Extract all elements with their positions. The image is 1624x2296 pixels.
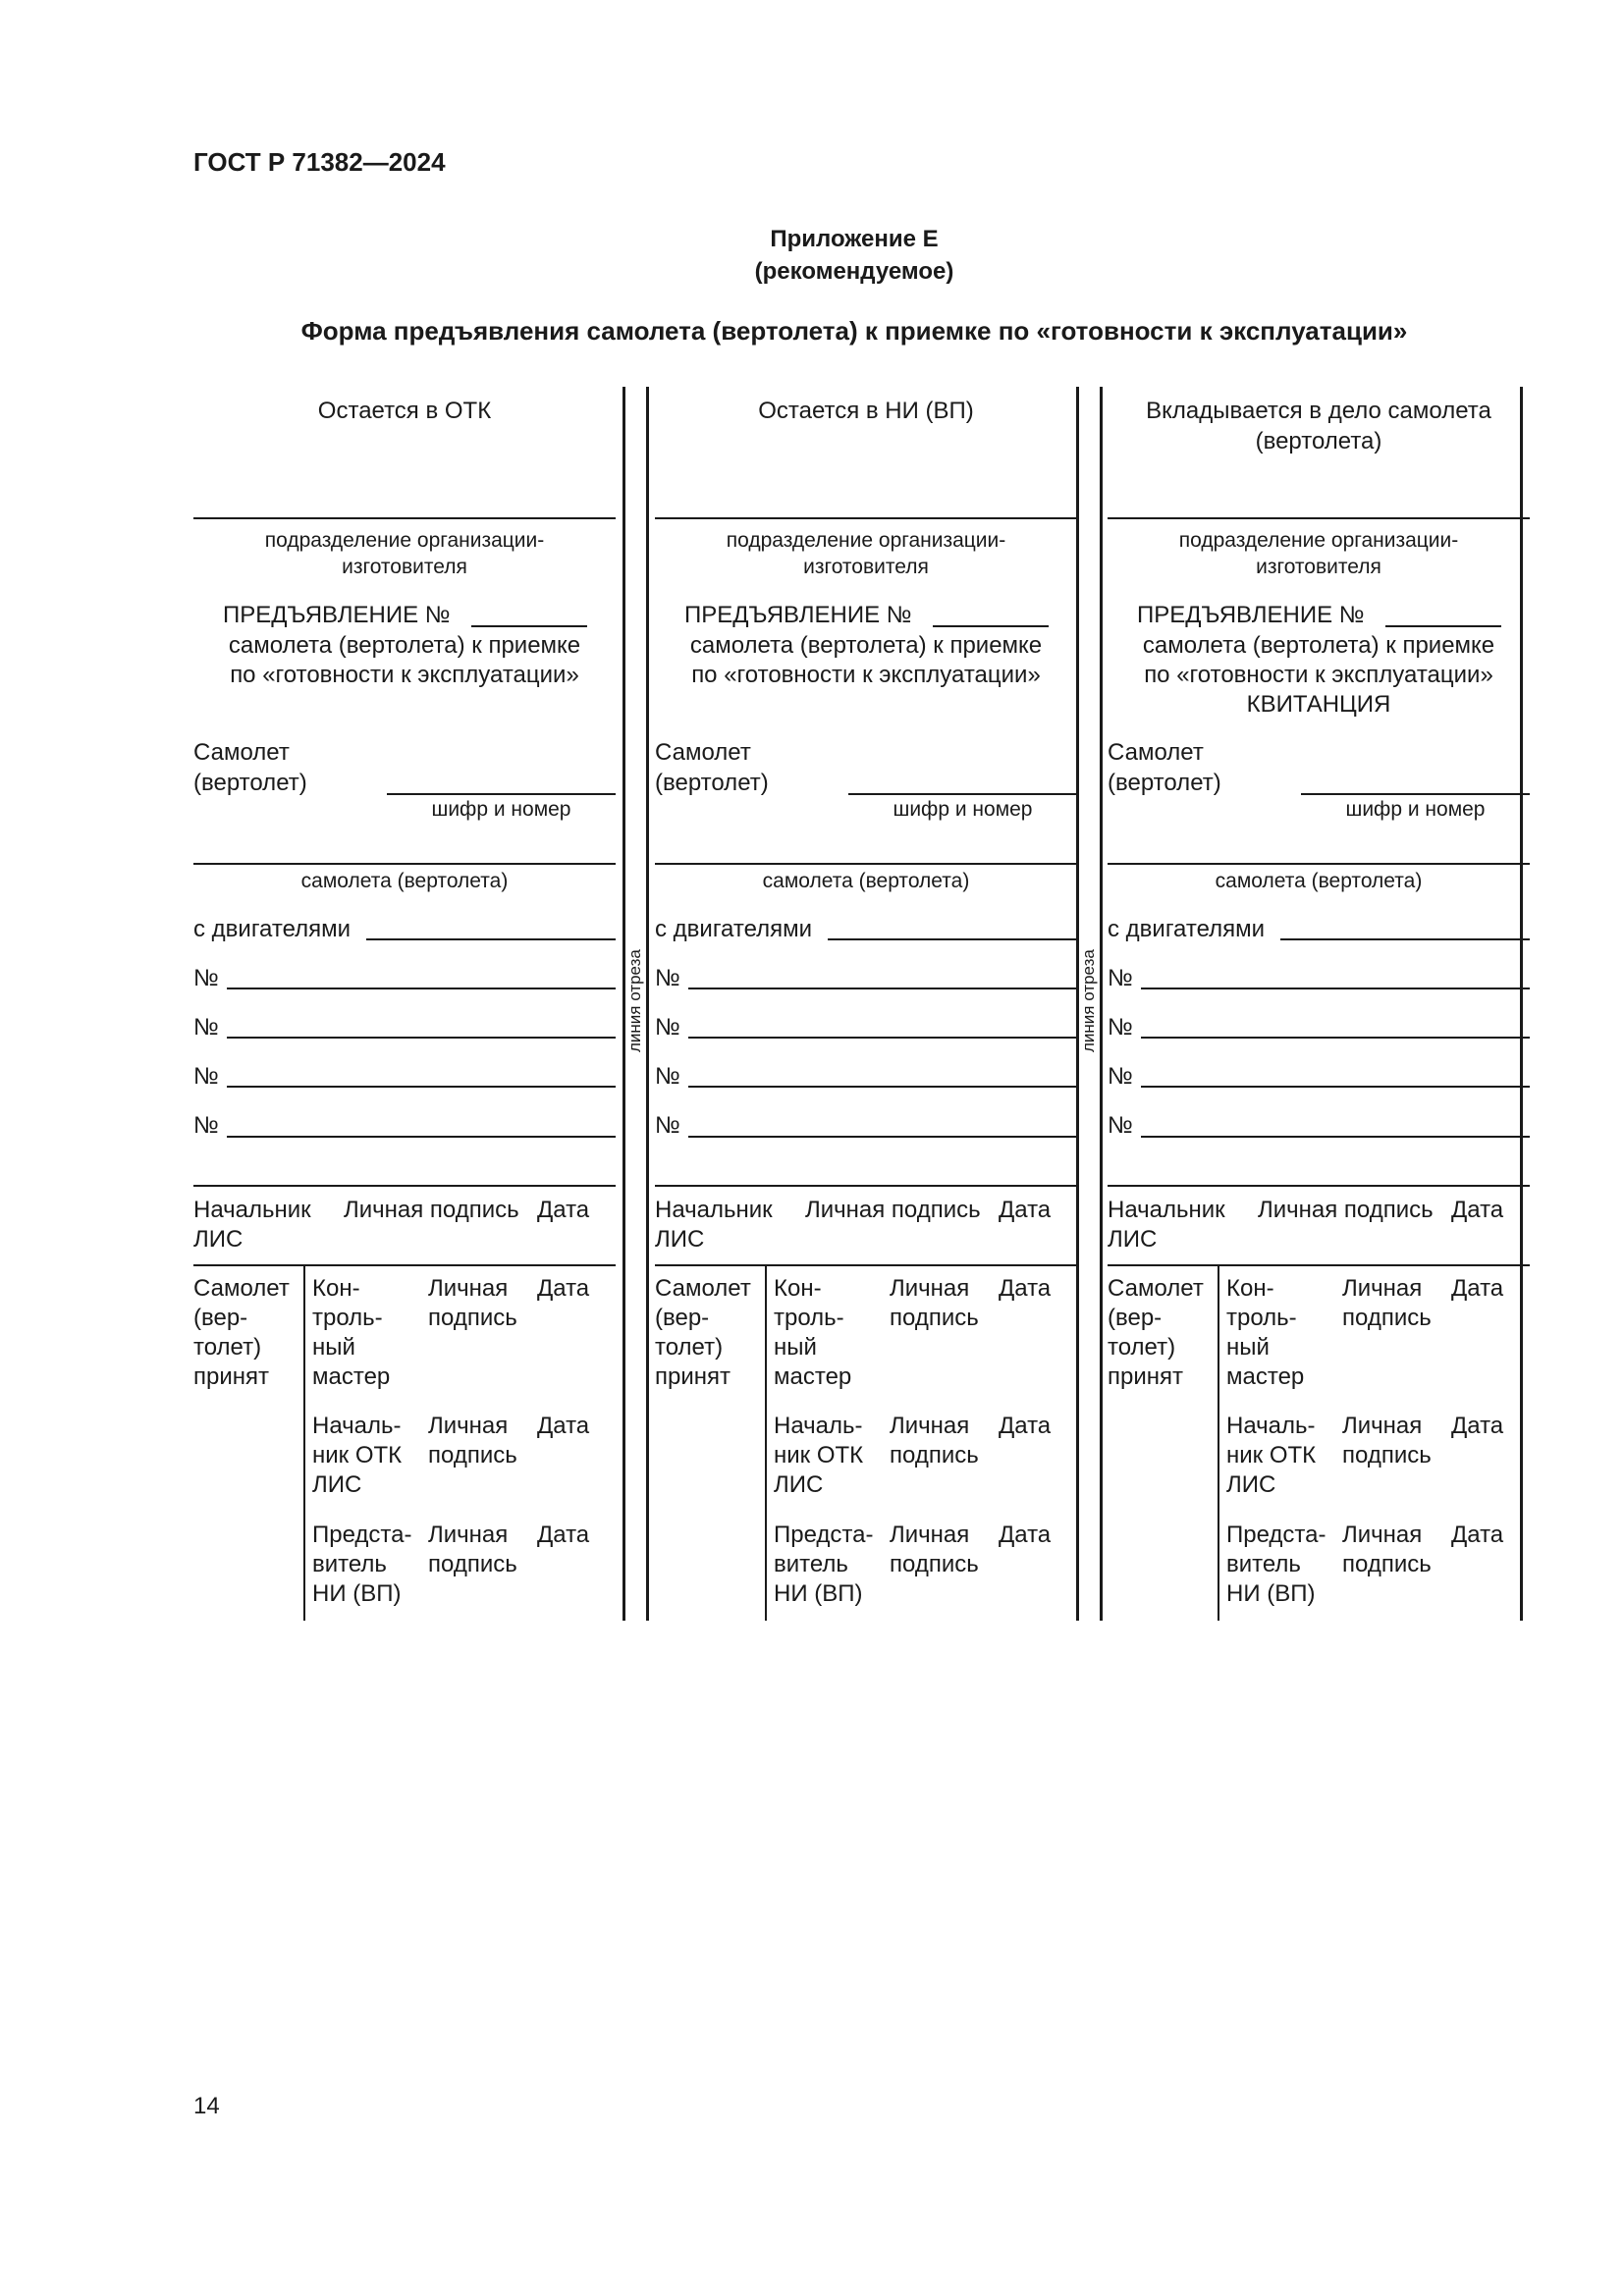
accepted-label: Самолет <box>1108 1275 1204 1302</box>
org-dept-caption: подразделение организации- <box>1178 529 1459 552</box>
aircraft-caption: самолета (вертолета) <box>762 870 970 892</box>
representative-label-2: витель <box>312 1551 387 1577</box>
master-label: Кон- <box>774 1275 822 1302</box>
engine-number-field[interactable] <box>1141 988 1530 989</box>
personal-signature-label: Личная подпись <box>805 1197 981 1223</box>
accepted-label-4: принят <box>655 1363 731 1390</box>
appendix-title: Приложение Е <box>770 226 939 252</box>
presentation-line-3: по «готовности к эксплуатации» <box>1144 662 1493 688</box>
aircraft-label: Самолет <box>1108 739 1204 766</box>
representative-label-3: НИ (ВП) <box>1226 1580 1316 1607</box>
engine-number-field[interactable] <box>227 988 616 989</box>
engine-number-label: № <box>655 965 680 991</box>
date-label: Дата <box>1451 1275 1504 1302</box>
signature-label: Личная <box>890 1522 970 1548</box>
date-label: Дата <box>999 1413 1052 1439</box>
acceptance-divider <box>765 1264 767 1621</box>
date-label: Дата <box>1451 1413 1504 1439</box>
heading-rule <box>193 517 616 519</box>
aircraft-name-field[interactable] <box>655 863 1077 865</box>
section-rule <box>655 1185 1077 1187</box>
cut-line-label-1: линия отреза <box>625 949 644 1052</box>
master-label-3: ный <box>774 1334 817 1361</box>
otk-chief-label-2: ник ОТК <box>1226 1442 1317 1468</box>
engines-label: с двигателями <box>655 916 813 942</box>
column-heading: Остается в ОТК <box>317 398 492 424</box>
aircraft-label: Самолет <box>193 739 290 766</box>
representative-label-2: витель <box>1226 1551 1301 1577</box>
chief-lis-label-2: ЛИС <box>1108 1226 1158 1253</box>
engine-number-label: № <box>1108 1063 1133 1090</box>
engines-label: с двигателями <box>193 916 352 942</box>
master-label-4: мастер <box>312 1363 391 1390</box>
acceptance-divider <box>1218 1264 1219 1621</box>
date-label: Дата <box>537 1413 590 1439</box>
otk-chief-label-2: ник ОТК <box>774 1442 864 1468</box>
master-label: Кон- <box>312 1275 360 1302</box>
aircraft-cipher-field[interactable] <box>848 793 1077 795</box>
engine-number-field[interactable] <box>227 1037 616 1039</box>
aircraft-caption: самолета (вертолета) <box>1215 870 1423 892</box>
accepted-label: Самолет <box>655 1275 751 1302</box>
engine-number-label: № <box>193 1112 219 1139</box>
presentation-line-3: по «готовности к эксплуатации» <box>230 662 579 688</box>
accepted-label-4: принят <box>193 1363 269 1390</box>
accepted-label-4: принят <box>1108 1363 1183 1390</box>
master-label-2: троль- <box>312 1305 383 1331</box>
presentation-line-3: по «готовности к эксплуатации» <box>691 662 1041 688</box>
presentation-line-2: самолета (вертолета) к приемке <box>228 632 581 659</box>
date-label: Дата <box>999 1522 1052 1548</box>
org-dept-caption-2: изготовителя <box>342 556 467 578</box>
representative-label-3: НИ (ВП) <box>312 1580 402 1607</box>
otk-chief-label: Началь- <box>774 1413 863 1439</box>
aircraft-name-field[interactable] <box>1108 863 1530 865</box>
cut-line-label-2: линия отреза <box>1079 949 1098 1052</box>
heading-rule <box>1108 517 1530 519</box>
date-label: Дата <box>1451 1197 1504 1223</box>
signature-label-2: подпись <box>890 1442 979 1468</box>
chief-lis-label: Начальник <box>193 1197 311 1223</box>
presentation-number-field[interactable] <box>471 625 587 627</box>
signature-label-2: подпись <box>428 1305 517 1331</box>
accepted-label-2: (вер- <box>1108 1305 1163 1331</box>
column-heading: Остается в НИ (ВП) <box>758 398 974 424</box>
master-label: Кон- <box>1226 1275 1274 1302</box>
engine-number-label: № <box>193 1014 219 1041</box>
master-label-3: ный <box>312 1334 355 1361</box>
accepted-label-3: толет) <box>1108 1334 1176 1361</box>
acceptance-divider <box>303 1264 305 1621</box>
presentation-line-2: самолета (вертолета) к приемке <box>1142 632 1495 659</box>
presentation-number-label: ПРЕДЪЯВЛЕНИЕ № <box>1137 602 1365 628</box>
column-heading: Вкладывается в дело самолета <box>1146 398 1491 424</box>
date-label: Дата <box>537 1522 590 1548</box>
representative-label: Предста- <box>774 1522 874 1548</box>
signature-label: Личная <box>1342 1413 1423 1439</box>
aircraft-cipher-field[interactable] <box>1301 793 1530 795</box>
engine-number-label: № <box>655 1112 680 1139</box>
otk-chief-label-3: ЛИС <box>1226 1471 1276 1498</box>
engine-number-field[interactable] <box>1141 1037 1530 1039</box>
signature-label: Личная <box>428 1275 509 1302</box>
chief-lis-label: Начальник <box>1108 1197 1225 1223</box>
personal-signature-label: Личная подпись <box>1258 1197 1434 1223</box>
cipher-number-caption: шифр и номер <box>431 798 571 821</box>
signature-label-2: подпись <box>1342 1442 1432 1468</box>
engine-number-label: № <box>655 1014 680 1041</box>
cut-line-left-b <box>646 387 649 1621</box>
otk-chief-label-3: ЛИС <box>774 1471 824 1498</box>
org-dept-caption: подразделение организации- <box>264 529 545 552</box>
signature-label: Личная <box>1342 1522 1423 1548</box>
heading-rule <box>655 517 1077 519</box>
signature-label-2: подпись <box>1342 1551 1432 1577</box>
section-rule <box>193 1185 616 1187</box>
engine-number-field[interactable] <box>227 1136 616 1138</box>
receipt-label: КВИТАНЦИЯ <box>1246 691 1391 718</box>
engine-number-label: № <box>1108 965 1133 991</box>
presentation-number-label: ПРЕДЪЯВЛЕНИЕ № <box>223 602 451 628</box>
cipher-number-caption: шифр и номер <box>893 798 1033 821</box>
form-title: Форма предъявления самолета (вертолета) к приемке по «готовности к эксплуатации» <box>300 316 1408 346</box>
date-label: Дата <box>999 1275 1052 1302</box>
representative-label-2: витель <box>774 1551 848 1577</box>
presentation-line-2: самолета (вертолета) к приемке <box>689 632 1043 659</box>
column-heading-2: (вертолета) <box>1255 428 1382 454</box>
engine-number-field[interactable] <box>1141 1136 1530 1138</box>
master-label-4: мастер <box>1226 1363 1305 1390</box>
signature-label: Личная <box>428 1522 509 1548</box>
engine-number-label: № <box>1108 1014 1133 1041</box>
engine-number-field[interactable] <box>1141 1086 1530 1088</box>
section-rule <box>655 1264 1077 1266</box>
accepted-label-3: толет) <box>193 1334 262 1361</box>
chief-lis-label-2: ЛИС <box>655 1226 705 1253</box>
presentation-number-field[interactable] <box>933 625 1049 627</box>
representative-label: Предста- <box>312 1522 412 1548</box>
engine-number-label: № <box>193 965 219 991</box>
engine-number-label: № <box>193 1063 219 1090</box>
date-label: Дата <box>999 1197 1052 1223</box>
aircraft-caption: самолета (вертолета) <box>300 870 509 892</box>
chief-lis-label: Начальник <box>655 1197 773 1223</box>
aircraft-label-2: (вертолет) <box>1108 770 1221 796</box>
engines-field[interactable] <box>366 938 616 940</box>
section-rule <box>193 1264 616 1266</box>
chief-lis-label-2: ЛИС <box>193 1226 244 1253</box>
personal-signature-label: Личная подпись <box>344 1197 519 1223</box>
org-dept-caption: подразделение организации- <box>726 529 1006 552</box>
engine-number-field[interactable] <box>688 1136 1077 1138</box>
otk-chief-label: Началь- <box>1226 1413 1316 1439</box>
form-right-border <box>1520 387 1523 1621</box>
engine-number-field[interactable] <box>688 1086 1077 1088</box>
signature-label-2: подпись <box>1342 1305 1432 1331</box>
otk-chief-label-2: ник ОТК <box>312 1442 403 1468</box>
aircraft-label-2: (вертолет) <box>193 770 307 796</box>
signature-label-2: подпись <box>890 1305 979 1331</box>
cut-line-right-b <box>1100 387 1103 1621</box>
presentation-number-label: ПРЕДЪЯВЛЕНИЕ № <box>684 602 912 628</box>
representative-label: Предста- <box>1226 1522 1326 1548</box>
signature-label-2: подпись <box>428 1551 517 1577</box>
signature-label-2: подпись <box>428 1442 517 1468</box>
aircraft-label: Самолет <box>655 739 751 766</box>
accepted-label: Самолет <box>193 1275 290 1302</box>
accepted-label-2: (вер- <box>655 1305 710 1331</box>
engines-field[interactable] <box>828 938 1077 940</box>
engines-field[interactable] <box>1280 938 1530 940</box>
page-number: 14 <box>193 2093 220 2119</box>
signature-label: Личная <box>428 1413 509 1439</box>
engine-number-label: № <box>655 1063 680 1090</box>
aircraft-cipher-field[interactable] <box>387 793 616 795</box>
section-rule <box>1108 1264 1530 1266</box>
signature-label: Личная <box>890 1413 970 1439</box>
section-rule <box>1108 1185 1530 1187</box>
signature-label: Личная <box>1342 1275 1423 1302</box>
engines-label: с двигателями <box>1108 916 1266 942</box>
document-code: ГОСТ Р 71382—2024 <box>193 147 446 177</box>
master-label-2: троль- <box>1226 1305 1297 1331</box>
engine-number-field[interactable] <box>688 988 1077 989</box>
appendix-status: (рекомендуемое) <box>754 258 954 285</box>
presentation-number-field[interactable] <box>1385 625 1501 627</box>
master-label-4: мастер <box>774 1363 852 1390</box>
otk-chief-label: Началь- <box>312 1413 402 1439</box>
master-label-2: троль- <box>774 1305 844 1331</box>
date-label: Дата <box>537 1275 590 1302</box>
org-dept-caption-2: изготовителя <box>1256 556 1381 578</box>
org-dept-caption-2: изготовителя <box>803 556 929 578</box>
aircraft-name-field[interactable] <box>193 863 616 865</box>
date-label: Дата <box>537 1197 590 1223</box>
engine-number-field[interactable] <box>688 1037 1077 1039</box>
representative-label-3: НИ (ВП) <box>774 1580 863 1607</box>
accepted-label-2: (вер- <box>193 1305 248 1331</box>
date-label: Дата <box>1451 1522 1504 1548</box>
signature-label: Личная <box>890 1275 970 1302</box>
aircraft-label-2: (вертолет) <box>655 770 769 796</box>
signature-label-2: подпись <box>890 1551 979 1577</box>
cipher-number-caption: шифр и номер <box>1345 798 1486 821</box>
master-label-3: ный <box>1226 1334 1270 1361</box>
engine-number-label: № <box>1108 1112 1133 1139</box>
engine-number-field[interactable] <box>227 1086 616 1088</box>
otk-chief-label-3: ЛИС <box>312 1471 362 1498</box>
accepted-label-3: толет) <box>655 1334 724 1361</box>
